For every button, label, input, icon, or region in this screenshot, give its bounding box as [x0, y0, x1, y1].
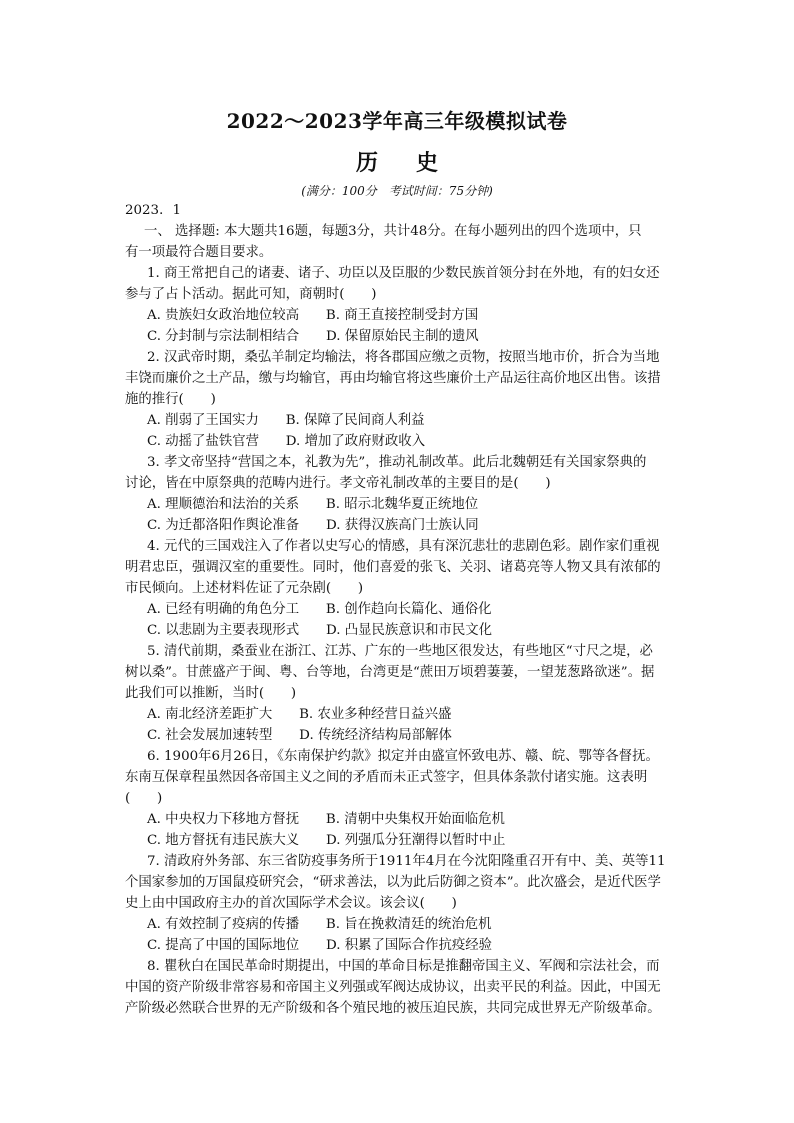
answer-options-line: A. 中央权力下移地方督抚 B. 清朝中央集权开始面临危机	[147, 812, 505, 827]
text-line: 中国的资产阶级非常容易和帝国主义列强或军阀达成协议，出卖平民的利益。因此，中国无	[125, 980, 661, 995]
text-line: 个国家参加的万国鼠疫研究会，“研求善法，以为此后防御之资本”。此次盛会，是近代医学	[125, 875, 661, 890]
text-line: 东南互保章程虽然因各帝国主义之间的矛盾而未正式签字，但具体条款付诸实施。这表明	[125, 770, 648, 785]
text-line: 2023．1	[125, 203, 181, 218]
answer-options-line: A. 有效控制了疫病的传播 B. 旨在挽救清廷的统治危机	[147, 917, 492, 932]
exam-meta: (满分：100分 考试时间：75分钟)	[301, 184, 493, 198]
text-line: 6. 1900年6月26日，《东南保护约款》拟定并由盛宣怀致电苏、赣、皖、鄂等各督抚。	[147, 749, 659, 764]
subject-title: 历史	[355, 150, 476, 176]
answer-options-line: A. 削弱了王国实力 B. 保障了民间商人利益	[147, 413, 425, 428]
answer-options-line: C. 社会发展加速转型 D. 传统经济结构局部解体	[147, 728, 452, 743]
text-line: 一、 选择题: 本大题共16题，每题3分，共计48分。在每小题列出的四个选项中，只	[144, 224, 642, 239]
answer-options-line: C. 以悲剧为主要表现形式 D. 凸显民族意识和市民文化	[147, 623, 493, 638]
text-line: 讨论，皆在中原祭典的范畴内进行。孝文帝礼制改革的主要目的是( )	[125, 476, 551, 491]
text-line: 1. 商王常把自己的诸妻、诸子、功臣以及臣服的少数民族首领分封在外地，有的妇女还	[147, 266, 660, 281]
text-line: 4. 元代的三国戏注入了作者以史写心的情感，具有深沉悲壮的悲剧色彩。剧作家们重视	[147, 539, 660, 554]
answer-options-line: C. 分封制与宗法制相结合 D. 保留原始民主制的遗风	[147, 329, 479, 344]
answer-options-line: C. 地方督抚有违民族大义 D. 列强瓜分狂潮得以暂时中止	[147, 833, 506, 848]
answer-options-line: A. 贵族妇女政治地位较高 B. 商王直接控制受封方国	[147, 308, 479, 323]
text-line: 此我们可以推断，当时( )	[125, 686, 297, 701]
text-line: 3. 孝文帝坚持“营国之本，礼教为先”，推动礼制改革。此后北魏朝廷有关国家祭典的	[147, 455, 647, 470]
text-line: 有一项最符合题目要求。	[125, 245, 273, 260]
answer-options-line: A. 理顺德治和法治的关系 B. 昭示北魏华夏正统地位	[147, 497, 479, 512]
answer-options-line: A. 南北经济差距扩大 B. 农业多种经营日益兴盛	[147, 707, 452, 722]
text-line: 参与了占卜活动。据此可知，商朝时( )	[125, 287, 377, 302]
text-line: 5. 清代前期，桑蚕业在浙江、江苏、广东的一些地区很发达，有些地区“寸尺之堤，必	[147, 644, 653, 659]
answer-options-line: C. 动摇了盐铁官营 D. 增加了政府财政收入	[147, 434, 426, 449]
text-line: 7. 清政府外务部、东三省防疫事务所于1911年4月在今沈阳隆重召开有中、美、英等11	[147, 854, 666, 869]
text-line: 产阶级必然联合世界的无产阶级和各个殖民地的被压迫民族，共同完成世界无产阶级革命。	[125, 1001, 661, 1016]
text-line: 2. 汉武帝时期，桑弘羊制定均输法，将各郡国应缴之贡物，按照当地市价，折合为当地	[147, 350, 660, 365]
answer-options-line: C. 为迁都洛阳作舆论准备 D. 获得汉族高门士族认同	[147, 518, 479, 533]
text-line: 8. 瞿秋白在国民革命时期提出，中国的革命目标是推翻帝国主义、军阀和宗法社会，而	[147, 959, 660, 974]
exam-body	[125, 200, 685, 1019]
answer-options-line: C. 提高了中国的国际地位 D. 积累了国际合作抗疫经验	[147, 938, 493, 953]
text-line: 施的推行( )	[125, 392, 216, 407]
text-line: ( )	[125, 791, 163, 806]
text-line: 市民倾向。上述材料佐证了元杂剧( )	[125, 581, 364, 596]
exam-title: 2022～2023学年高三年级模拟试卷	[226, 109, 568, 133]
text-line: 丰饶而廉价之土产品，缴与均输官，再由均输官将这些廉价土产品运往高价地区出售。该措	[125, 371, 661, 386]
answer-options-line: A. 已经有明确的角色分工 B. 创作趋向长篇化、通俗化	[147, 602, 492, 617]
text-line: 史上由中国政府主办的首次国际学术会议。该会议( )	[125, 896, 457, 911]
text-line: 树以桑”。甘蔗盛产于闽、粤、台等地，台湾更是“蔗田万顷碧萋萋，一望茏葱路欲迷”。据	[125, 665, 655, 680]
text-line: 明君忠臣，强调汉室的重要性。同时，他们喜爱的张飞、关羽、诸葛亮等人物又具有浓郁的	[125, 560, 661, 575]
